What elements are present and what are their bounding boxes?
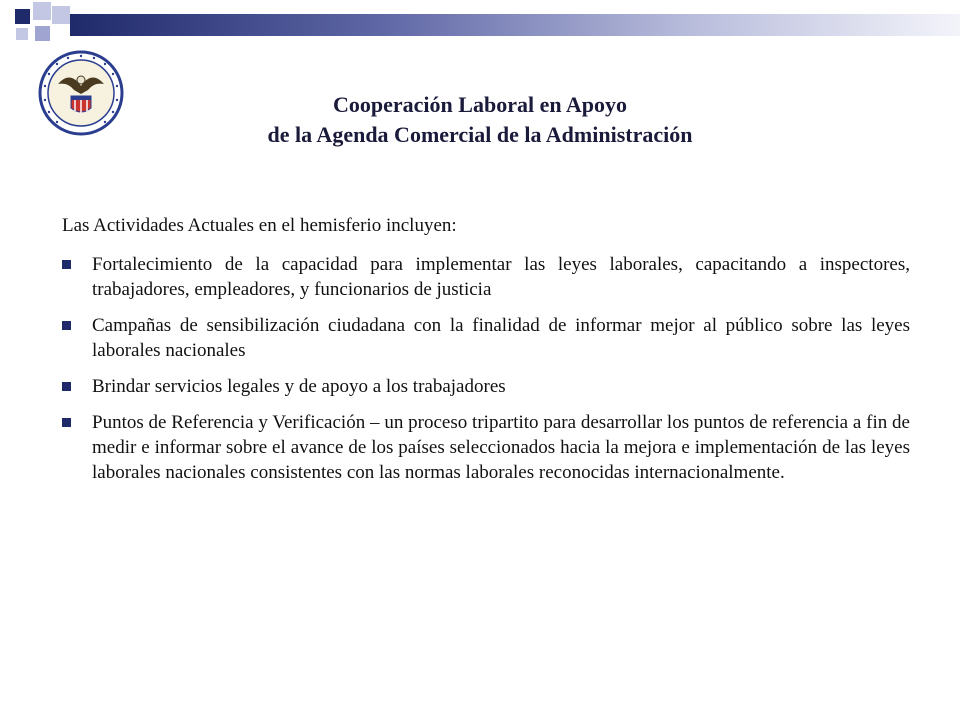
list-item-text: Fortalecimiento de la capacidad para implementar las leyes laborales, capacitando a inspectores, trabajadores, empleadores, y funcionarios de justicia: [92, 254, 910, 300]
decor-square-navy: [15, 9, 30, 24]
decor-square-lavender-3: [35, 26, 50, 41]
list-item: [62, 410, 910, 485]
square-bullet-icon: [62, 321, 71, 330]
bullet-list: [62, 252, 910, 496]
square-bullet-icon: [62, 382, 71, 391]
list-item: [62, 252, 910, 302]
title-line-1: Cooperación Laboral en Apoyo: [333, 92, 627, 117]
intro-text: Las Actividades Actuales en el hemisferio incluyen:: [62, 215, 457, 236]
slide-title: [100, 90, 860, 150]
square-bullet-icon: [62, 418, 71, 427]
title-line-2: de la Agenda Comercial de la Administración: [267, 122, 693, 147]
list-item-text: Campañas de sensibilización ciudadana con la finalidad de informar mejor al público sobre las leyes laborales nacionales: [92, 315, 910, 361]
square-bullet-icon: [62, 260, 71, 269]
list-item-text: Brindar servicios legales y de apoyo a los trabajadores: [92, 376, 506, 397]
list-item: [62, 313, 910, 363]
decor-square-lavender-4: [52, 6, 70, 24]
header-gradient-bar: [70, 14, 960, 36]
list-item-text: Puntos de Referencia y Verificación – un proceso tripartito para desarrollar los puntos de referencia a fin de medir e informar sobre el avance de los países seleccionados hacia la mejora e implementación de las leyes laborales nacionales consistentes con las normas laborales reconocidas internacionalmente.: [92, 412, 910, 483]
list-item: [62, 374, 910, 399]
decor-square-lavender-1: [33, 2, 51, 20]
decor-square-lavender-2: [16, 28, 28, 40]
